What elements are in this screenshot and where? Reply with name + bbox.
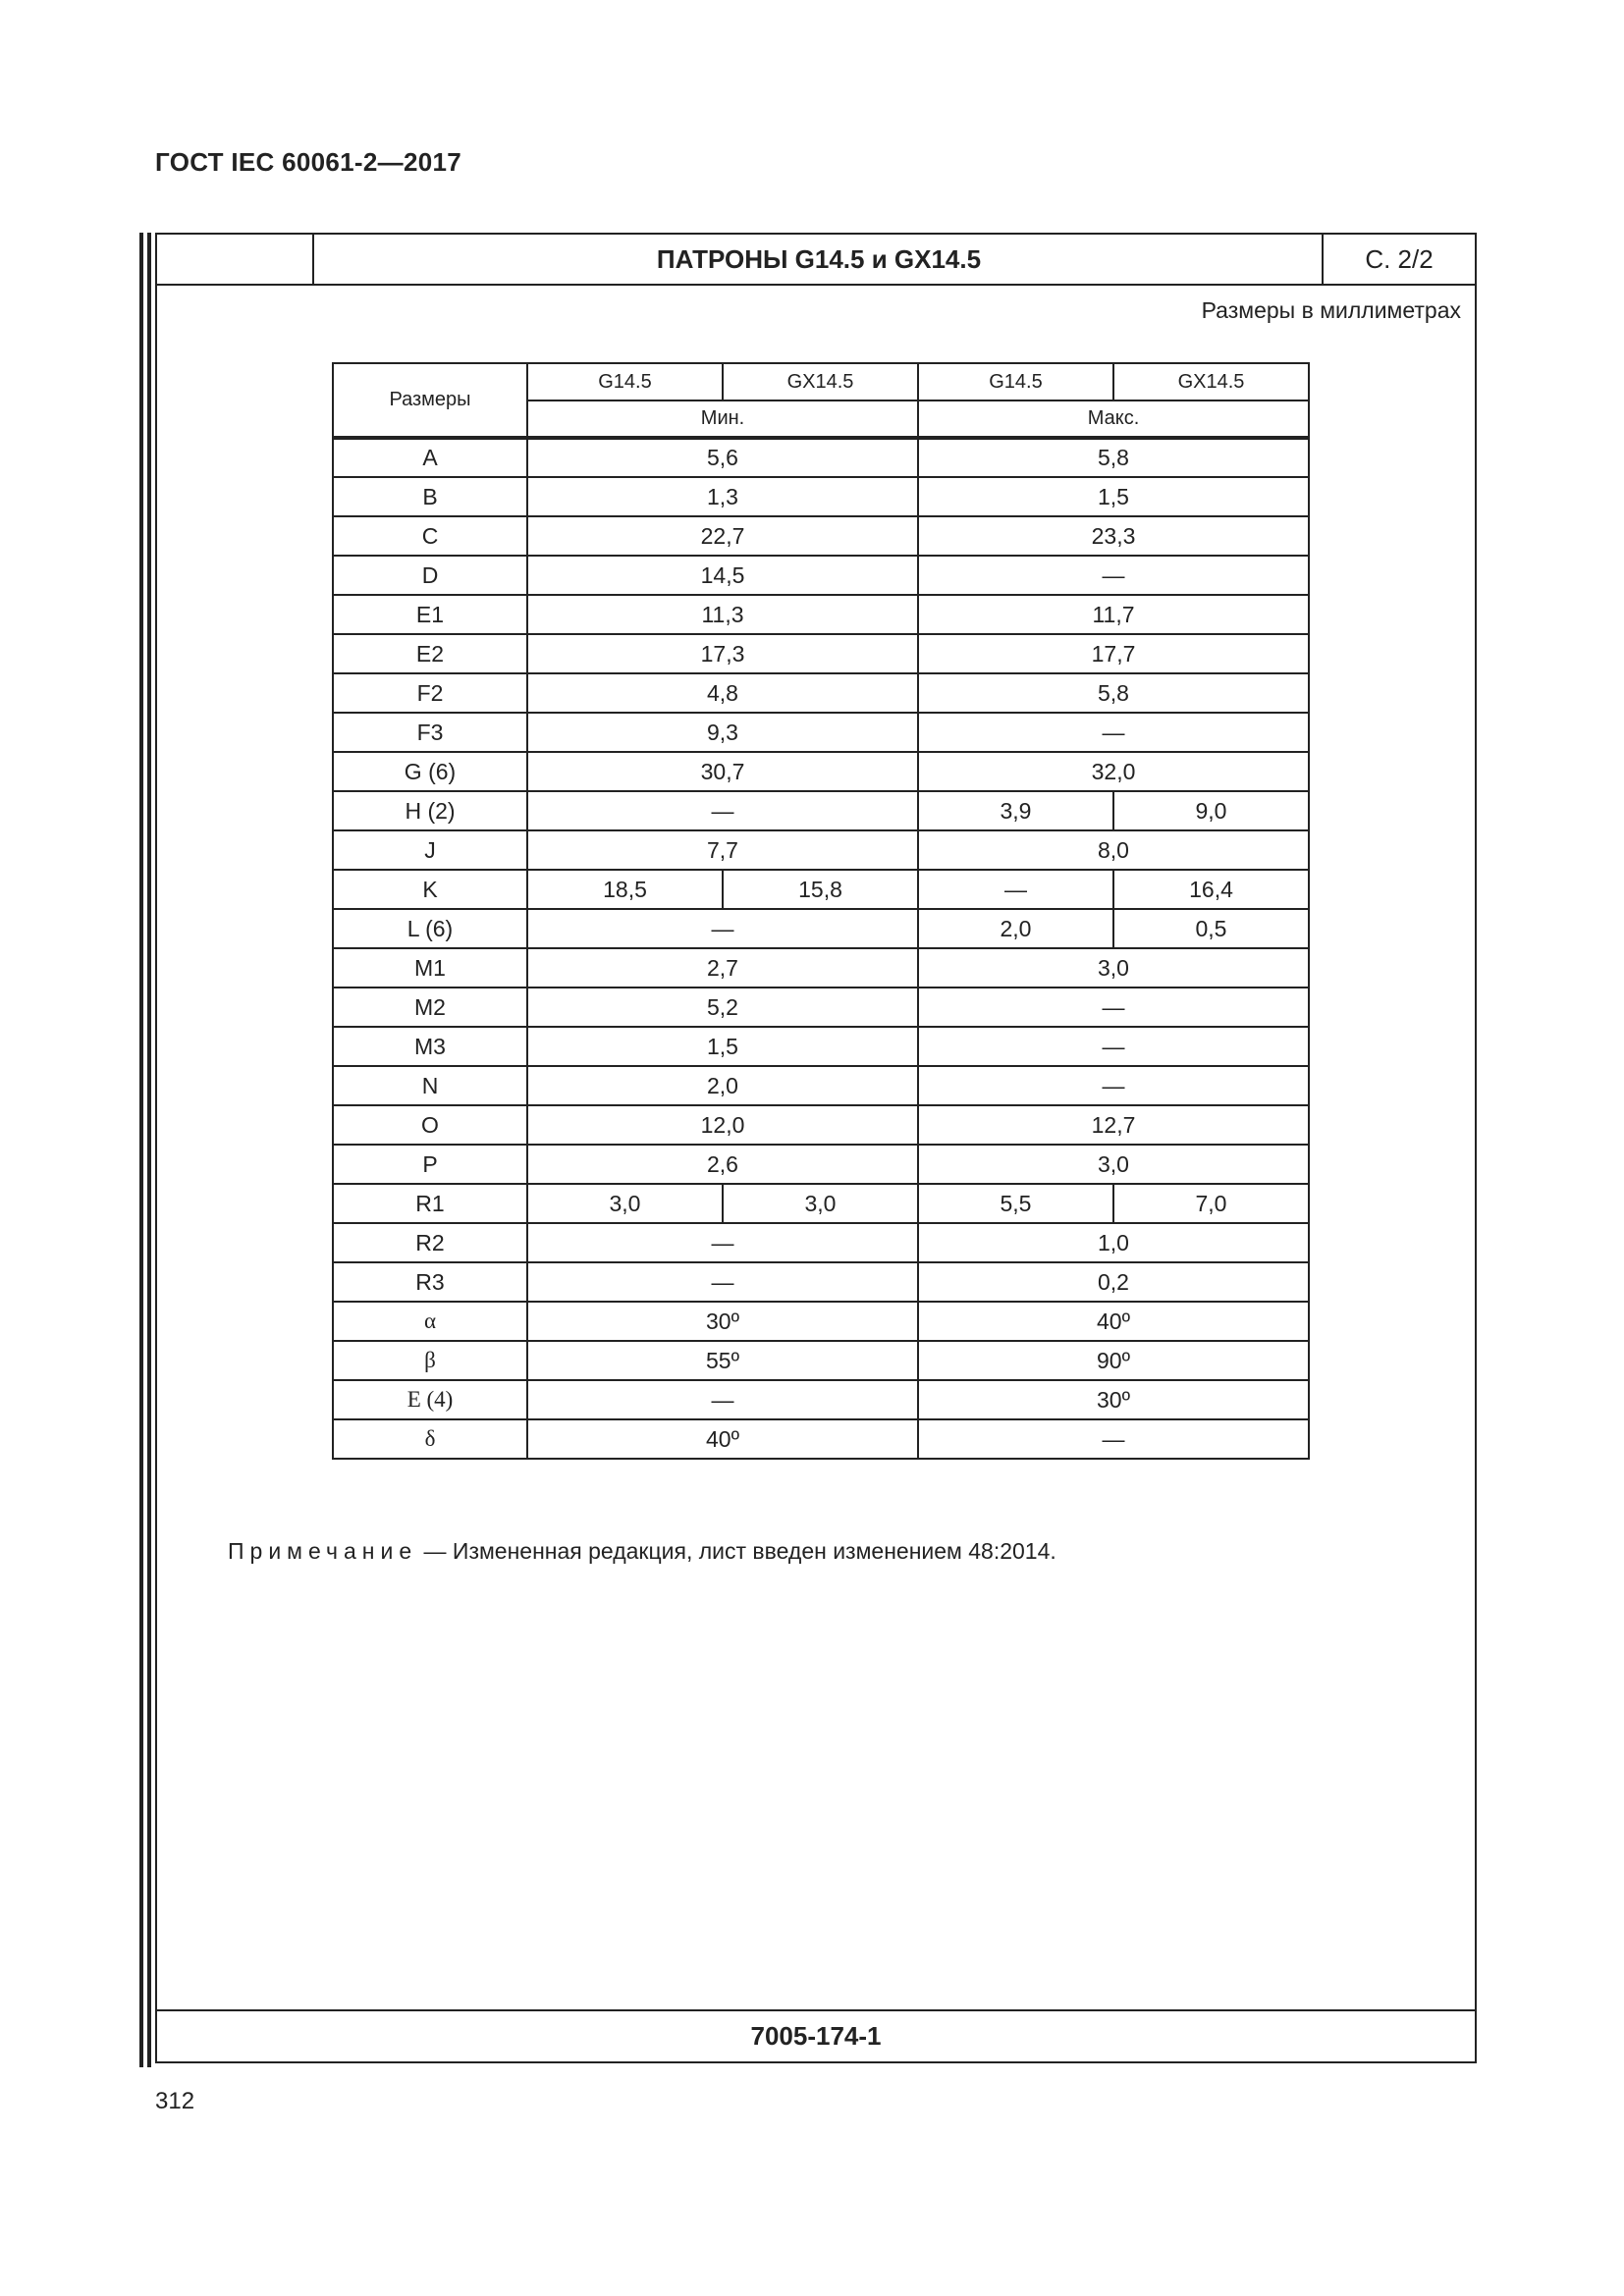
min-value: 9,3 xyxy=(527,713,918,752)
sheet-title: ПАТРОНЫ G14.5 и GX14.5 xyxy=(656,244,982,274)
max-value: 3,0 xyxy=(918,1145,1309,1184)
min-value-gx14: 3,0 xyxy=(723,1184,918,1223)
dimension-label: D xyxy=(333,556,527,595)
dimensions-table xyxy=(332,362,1310,1460)
table-row xyxy=(333,909,1309,948)
max-value: 32,0 xyxy=(918,752,1309,791)
table-row xyxy=(333,948,1309,988)
table-row xyxy=(333,1066,1309,1105)
min-value: 40º xyxy=(527,1419,918,1459)
min-value: 11,3 xyxy=(527,595,918,634)
table-row xyxy=(333,634,1309,673)
max-value: — xyxy=(918,713,1309,752)
max-value: 40º xyxy=(918,1302,1309,1341)
title-empty-cell xyxy=(157,235,314,284)
max-value: 12,7 xyxy=(918,1105,1309,1145)
table-row xyxy=(333,1027,1309,1066)
dimension-label: R1 xyxy=(333,1184,527,1223)
min-value: 5,6 xyxy=(527,438,918,477)
dimension-label: P xyxy=(333,1145,527,1184)
max-value-gx14: 16,4 xyxy=(1113,870,1309,909)
min-value: 5,2 xyxy=(527,988,918,1027)
sheet-binding-bar xyxy=(139,233,143,2067)
dimension-label: B xyxy=(333,477,527,516)
dimension-label: F2 xyxy=(333,673,527,713)
min-value: 30º xyxy=(527,1302,918,1341)
min-value: — xyxy=(527,1380,918,1419)
sheet-page-ref: С. 2/2 xyxy=(1322,235,1475,284)
min-value: 22,7 xyxy=(527,516,918,556)
dimension-label: H (2) xyxy=(333,791,527,830)
dimension-label: E2 xyxy=(333,634,527,673)
min-value-gx14: 15,8 xyxy=(723,870,918,909)
col-header-g14-max: G14.5 xyxy=(918,363,1113,400)
min-value-g14: 3,0 xyxy=(527,1184,723,1223)
dimension-label: R2 xyxy=(333,1223,527,1262)
max-value: 1,0 xyxy=(918,1223,1309,1262)
min-value: 2,0 xyxy=(527,1066,918,1105)
min-value-g14: 18,5 xyxy=(527,870,723,909)
min-value: 17,3 xyxy=(527,634,918,673)
min-value: — xyxy=(527,909,918,948)
max-value-g14: 3,9 xyxy=(918,791,1113,830)
table-row xyxy=(333,1145,1309,1184)
dimension-label: M1 xyxy=(333,948,527,988)
table-row xyxy=(333,752,1309,791)
max-value: 0,2 xyxy=(918,1262,1309,1302)
dimension-label: K xyxy=(333,870,527,909)
min-value: 1,3 xyxy=(527,477,918,516)
table-row xyxy=(333,673,1309,713)
note-label: Примечание xyxy=(228,1538,418,1564)
dimension-label: E1 xyxy=(333,595,527,634)
note xyxy=(228,1538,1056,1565)
sheet-code: 7005-174-1 xyxy=(157,2009,1475,2061)
sheet-title-row xyxy=(157,235,1475,286)
table-header-row xyxy=(333,363,1309,400)
min-value: — xyxy=(527,1223,918,1262)
max-value: — xyxy=(918,1066,1309,1105)
max-value: 90º xyxy=(918,1341,1309,1380)
table-row xyxy=(333,1105,1309,1145)
dimension-label: Ε (4) xyxy=(333,1380,527,1419)
table-row xyxy=(333,1419,1309,1459)
dimension-label: L (6) xyxy=(333,909,527,948)
min-value: 2,7 xyxy=(527,948,918,988)
dimension-label: J xyxy=(333,830,527,870)
max-value: — xyxy=(918,556,1309,595)
min-value: 30,7 xyxy=(527,752,918,791)
max-value: 8,0 xyxy=(918,830,1309,870)
dimension-label: G (6) xyxy=(333,752,527,791)
min-value: — xyxy=(527,791,918,830)
min-value: 1,5 xyxy=(527,1027,918,1066)
table-row xyxy=(333,1380,1309,1419)
max-value-gx14: 7,0 xyxy=(1113,1184,1309,1223)
table-row xyxy=(333,1184,1309,1223)
col-header-g14-min: G14.5 xyxy=(527,363,723,400)
max-value: 3,0 xyxy=(918,948,1309,988)
max-value: 1,5 xyxy=(918,477,1309,516)
min-value: 14,5 xyxy=(527,556,918,595)
document-header: ГОСТ IEC 60061-2—2017 xyxy=(155,147,461,177)
table-row xyxy=(333,870,1309,909)
min-value: 55º xyxy=(527,1341,918,1380)
max-value-g14: 5,5 xyxy=(918,1184,1113,1223)
table-row xyxy=(333,516,1309,556)
table-row xyxy=(333,1302,1309,1341)
table-row xyxy=(333,791,1309,830)
min-value: 7,7 xyxy=(527,830,918,870)
dimension-label: M3 xyxy=(333,1027,527,1066)
max-value: 5,8 xyxy=(918,438,1309,477)
table-row xyxy=(333,595,1309,634)
max-value: — xyxy=(918,1419,1309,1459)
max-value: 30º xyxy=(918,1380,1309,1419)
table-row xyxy=(333,556,1309,595)
sheet-binding-bar xyxy=(147,233,151,2067)
page-number: 312 xyxy=(155,2088,195,2114)
units-caption: Размеры в миллиметрах xyxy=(1201,297,1461,323)
dimension-label: N xyxy=(333,1066,527,1105)
dimension-label: M2 xyxy=(333,988,527,1027)
table-row xyxy=(333,713,1309,752)
max-value-gx14: 9,0 xyxy=(1113,791,1309,830)
dimension-label: δ xyxy=(333,1419,527,1459)
dimension-label: R3 xyxy=(333,1262,527,1302)
table-row xyxy=(333,1341,1309,1380)
dimension-label: O xyxy=(333,1105,527,1145)
min-value: 12,0 xyxy=(527,1105,918,1145)
max-value-g14: 2,0 xyxy=(918,909,1113,948)
max-header: Макс. xyxy=(918,400,1309,438)
max-value: — xyxy=(918,1027,1309,1066)
dimension-label: F3 xyxy=(333,713,527,752)
sheet-frame xyxy=(155,233,1477,2063)
dimension-label: A xyxy=(333,438,527,477)
table-row xyxy=(333,1223,1309,1262)
note-text: — Измененная редакция, лист введен изменением 48:2014. xyxy=(423,1538,1056,1564)
max-value: 17,7 xyxy=(918,634,1309,673)
table-row xyxy=(333,988,1309,1027)
col-header-gx14-max: GX14.5 xyxy=(1113,363,1309,400)
table-row xyxy=(333,477,1309,516)
max-value-g14: — xyxy=(918,870,1113,909)
dimension-label: α xyxy=(333,1302,527,1341)
min-value: 4,8 xyxy=(527,673,918,713)
min-value: 2,6 xyxy=(527,1145,918,1184)
max-value-gx14: 0,5 xyxy=(1113,909,1309,948)
max-value: 11,7 xyxy=(918,595,1309,634)
table-row xyxy=(333,438,1309,477)
dimension-column-header: Размеры xyxy=(333,363,527,438)
min-header: Мин. xyxy=(527,400,918,438)
max-value: 5,8 xyxy=(918,673,1309,713)
table-row xyxy=(333,1262,1309,1302)
dimension-label: C xyxy=(333,516,527,556)
max-value: — xyxy=(918,988,1309,1027)
dimension-label: β xyxy=(333,1341,527,1380)
table-row xyxy=(333,830,1309,870)
max-value: 23,3 xyxy=(918,516,1309,556)
col-header-gx14-min: GX14.5 xyxy=(723,363,918,400)
min-value: — xyxy=(527,1262,918,1302)
